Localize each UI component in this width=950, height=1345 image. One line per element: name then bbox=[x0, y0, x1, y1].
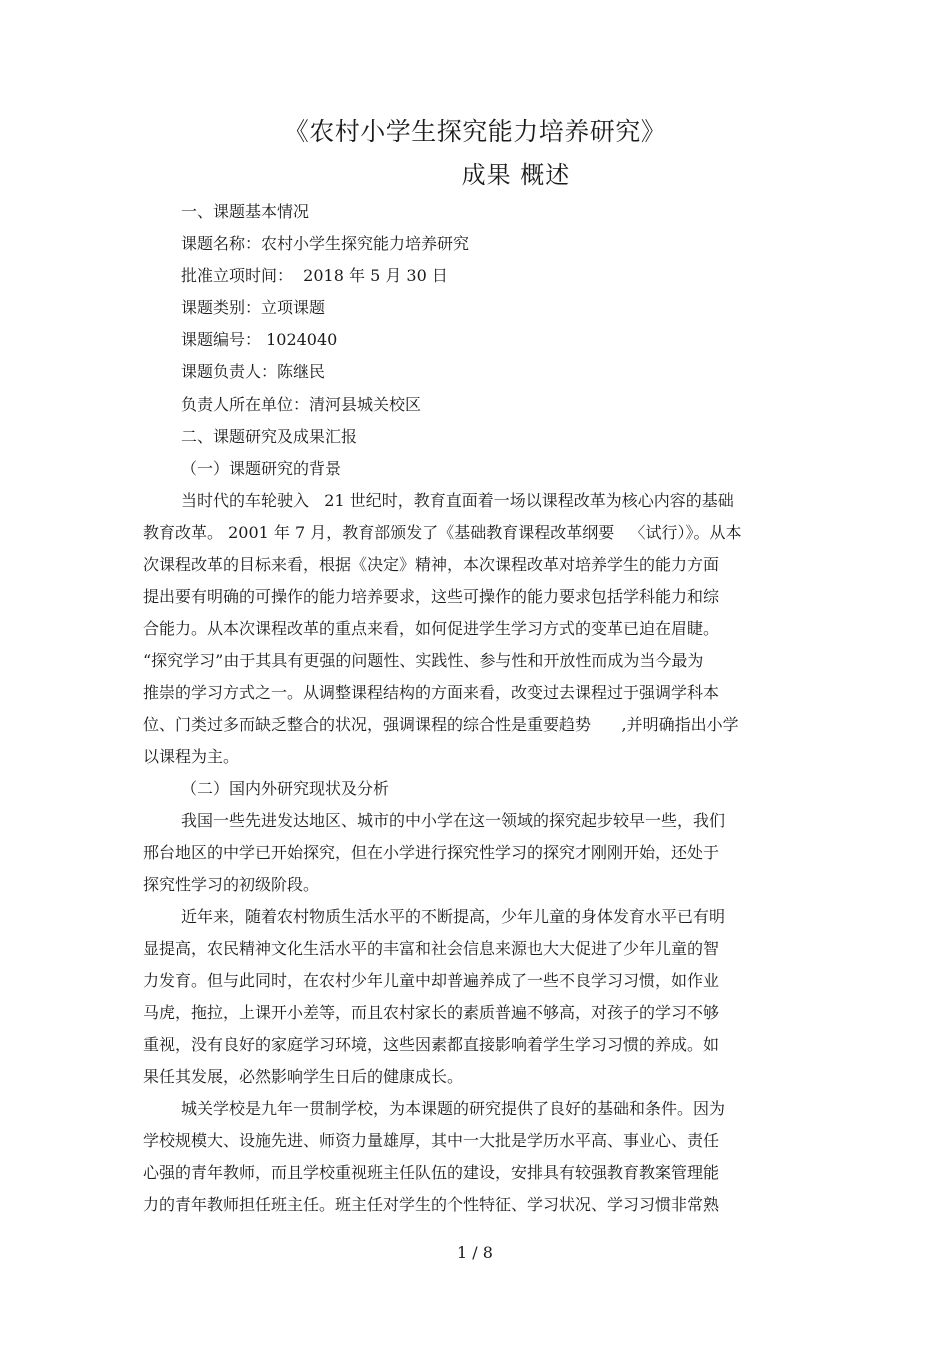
paragraph-line: 次课程改革的目标来看，根据《决定》精神，本次课程改革对培养学生的能力方面 bbox=[143, 555, 720, 574]
paragraph-line: 马虎，拖拉，上课开小差等，而且农村家长的素质普遍不够高，对孩子的学习不够 bbox=[143, 1003, 720, 1022]
info-item: 课题类别：立项课题 bbox=[181, 298, 326, 317]
paragraph-line: 位、门类过多而缺乏整合的状况，强调课程的综合性是重要趋势 ,并明确指出小学 bbox=[143, 715, 739, 734]
paragraph-line: 城关学校是九年一贯制学校，为本课题的研究提供了良好的基础和条件。因为 bbox=[181, 1099, 726, 1118]
paragraph-line: 心强的青年教师，而且学校重视班主任队伍的建设，安排具有较强教育教案管理能 bbox=[143, 1163, 720, 1182]
paragraph-line: 力的青年教师担任班主任。班主任对学生的个性特征、学习状况、学习习惯非常熟 bbox=[143, 1195, 720, 1214]
paragraph-line: 当时代的车轮驶入 21 世纪时，教育直面着一场以课程改革为核心内容的基础 bbox=[181, 491, 734, 510]
paragraph-line: 探究性学习的初级阶段。 bbox=[143, 875, 320, 894]
paragraph-line: 推崇的学习方式之一。从调整课程结构的方面来看，改变过去课程过于强调学科本 bbox=[143, 683, 720, 702]
paragraph-line: 以课程为主。 bbox=[143, 747, 240, 766]
paragraph-line: 学校规模大、设施先进、师资力量雄厚，其中一大批是学历水平高、事业心、责任 bbox=[143, 1131, 720, 1150]
paragraph-line: 提出要有明确的可操作的能力培养要求，这些可操作的能力要求包括学科能力和综 bbox=[143, 587, 720, 606]
section-heading: 二、课题研究及成果汇报 bbox=[181, 427, 358, 446]
document-subtitle: 成果 概述 bbox=[461, 161, 571, 189]
page-number: 1 / 8 bbox=[457, 1243, 493, 1262]
paragraph-line: 力发育。但与此同时，在农村少年儿童中却普遍养成了一些不良学习习惯，如作业 bbox=[143, 971, 720, 990]
info-item: 批准立项时间： 2018 年 5 月 30 日 bbox=[181, 266, 448, 285]
paragraph-line: 近年来，随着农村物质生活水平的不断提高，少年儿童的身体发育水平已有明 bbox=[181, 907, 726, 926]
paragraph-line: 邢台地区的中学已开始探究，但在小学进行探究性学习的探究才刚刚开始，还处于 bbox=[143, 843, 720, 862]
section-heading: 一、课题基本情况 bbox=[181, 202, 310, 221]
paragraph-line: 果任其发展，必然影响学生日后的健康成长。 bbox=[143, 1067, 464, 1086]
paragraph-line: “探究学习”由于其具有更强的问题性、实践性、参与性和开放性而成为当今最为 bbox=[143, 651, 704, 670]
info-item: 课题名称：农村小学生探究能力培养研究 bbox=[181, 234, 470, 253]
info-item: 课题编号： 1024040 bbox=[181, 330, 338, 349]
subsection-heading: （一）课题研究的背景 bbox=[181, 459, 342, 478]
subsection-heading: （二）国内外研究现状及分析 bbox=[181, 779, 390, 798]
document-title: 《农村小学生探究能力培养研究》 bbox=[283, 117, 667, 146]
paragraph-line: 重视，没有良好的家庭学习环境，这些因素都直接影响着学生学习习惯的养成。如 bbox=[143, 1035, 720, 1054]
info-item: 负责人所在单位：清河县城关校区 bbox=[181, 395, 422, 414]
paragraph-line: 显提高，农民精神文化生活水平的丰富和社会信息来源也大大促进了少年儿童的智 bbox=[143, 939, 720, 958]
info-item: 课题负责人：陈继民 bbox=[181, 362, 326, 381]
paragraph-line: 合能力。从本次课程改革的重点来看，如何促进学生学习方式的变革已迫在眉睫。 bbox=[143, 619, 720, 638]
paragraph-line: 教育改革。 2001 年 7 月，教育部颁发了《基础教育课程改革纲要 〈试行）》。从本 bbox=[143, 523, 742, 542]
paragraph-line: 我国一些先进发达地区、城市的中小学在这一领域的探究起步较早一些，我们 bbox=[181, 811, 726, 830]
